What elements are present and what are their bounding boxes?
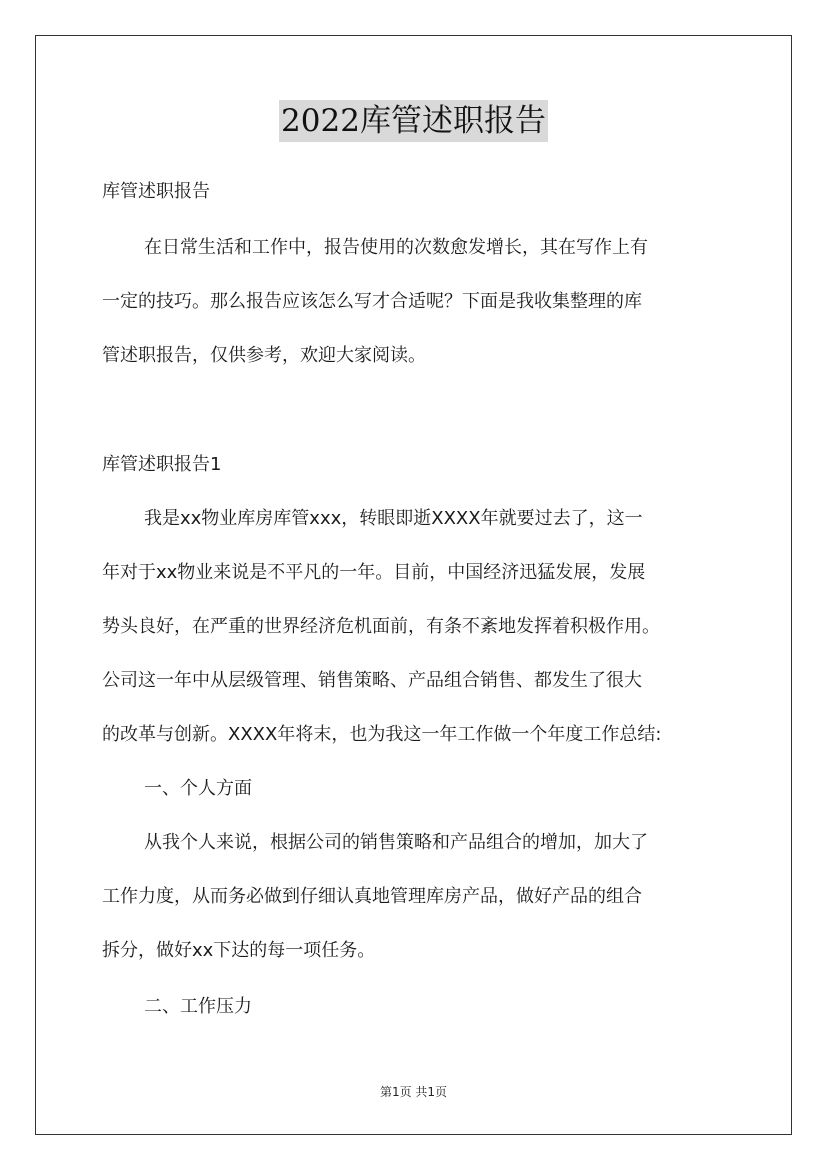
section-title: 库管述职报告1 <box>102 454 222 475</box>
heading-personal: 一、个人方面 <box>144 778 252 799</box>
intro-line: 管述职报告，仅供参考，欢迎大家阅读。 <box>102 345 426 366</box>
body-line: 工作力度，从而务必做到仔细认真地管理库房产品，做好产品的组合 <box>102 886 642 907</box>
body-line: 势头良好，在严重的世界经济危机面前，有条不紊地发挥着积极作用。 <box>102 616 660 637</box>
body-line: 的改革与创新。XXXX年将末，也为我这一年工作做一个年度工作总结: <box>102 724 662 745</box>
body-line: 我是xx物业库房库管xxx，转眼即逝XXXX年就要过去了，这一 <box>144 508 643 529</box>
document-title: 2022库管述职报告 <box>279 100 548 142</box>
body-line: 从我个人来说，根据公司的销售策略和产品组合的增加，加大了 <box>144 832 648 853</box>
page-footer: 第1页 共1页 <box>379 1085 448 1099</box>
intro-line: 在日常生活和工作中，报告使用的次数愈发增长，其在写作上有 <box>144 237 648 258</box>
intro-line: 一定的技巧。那么报告应该怎么写才合适呢？下面是我收集整理的库 <box>102 291 642 312</box>
subtitle: 库管述职报告 <box>102 181 210 202</box>
body-line: 公司这一年中从层级管理、销售策略、产品组合销售、都发生了很大 <box>102 670 642 691</box>
body-line: 年对于xx物业来说是不平凡的一年。目前，中国经济迅猛发展，发展 <box>102 562 646 583</box>
title-container <box>0 100 827 142</box>
heading-pressure: 二、工作压力 <box>144 996 252 1017</box>
body-line: 拆分，做好xx下达的每一项任务。 <box>102 940 376 961</box>
